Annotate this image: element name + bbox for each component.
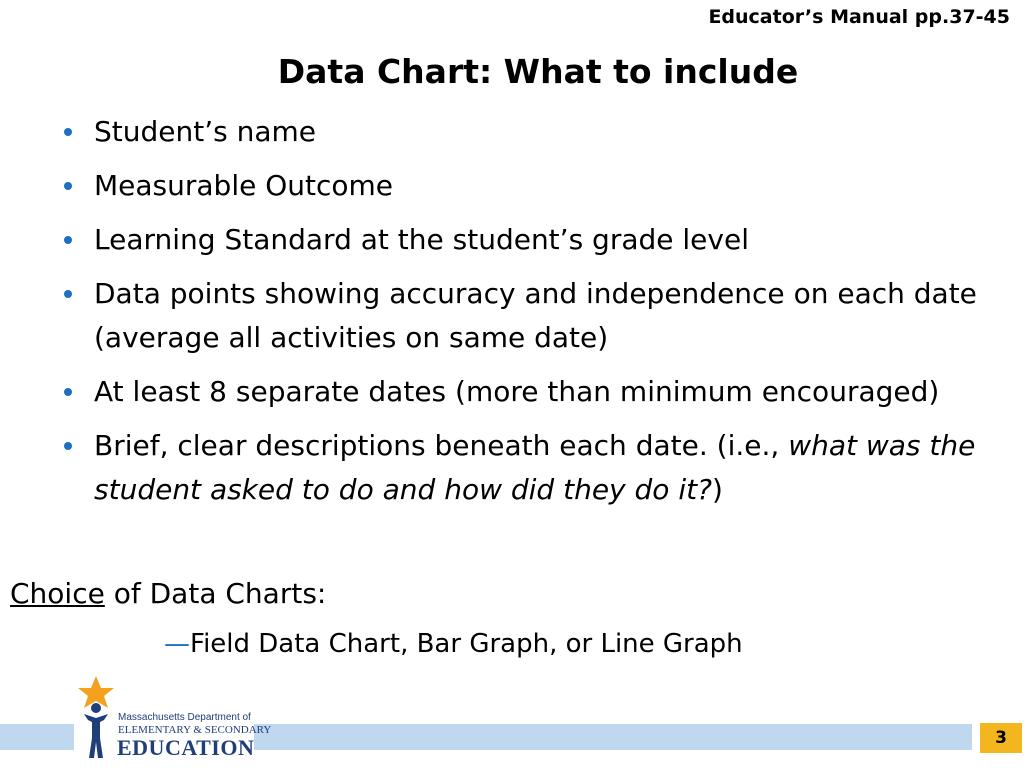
chart-options-text: Field Data Chart, Bar Graph, or Line Graph xyxy=(190,629,743,659)
bullet-list xyxy=(62,110,1012,522)
bullet-text: Learning Standard at the student’s grade level xyxy=(94,223,749,256)
bullet-item xyxy=(62,164,1012,208)
bullet-text: At least 8 separate dates (more than minimum encouraged) xyxy=(94,375,940,408)
footer-left-bar xyxy=(0,724,76,750)
bullet-dot-icon xyxy=(64,290,72,298)
logo-education-text: EDUCATION xyxy=(117,735,255,760)
bullet-item xyxy=(62,218,1012,262)
page-number: 3 xyxy=(980,723,1022,753)
bullet-dot-icon xyxy=(64,388,72,396)
footer-bar xyxy=(246,724,972,750)
logo-dept-text: Massachusetts Department of xyxy=(118,712,251,723)
dash-icon: — xyxy=(164,629,190,659)
bullet-suffix: ) xyxy=(711,473,723,506)
bullet-item xyxy=(62,370,1012,414)
bullet-text: Brief, clear descriptions beneath each date. (i.e., xyxy=(94,429,789,462)
bullet-item xyxy=(62,110,1012,154)
bullet-item xyxy=(62,424,1012,512)
bullet-dot-icon xyxy=(64,128,72,136)
dese-logo xyxy=(74,674,272,764)
bullet-text: Data points showing accuracy and independence on each date (average all activities on same date) xyxy=(94,277,977,354)
choice-underlined: Choice xyxy=(10,577,105,610)
bullet-dot-icon xyxy=(64,442,72,450)
slide-title: Data Chart: What to include xyxy=(277,52,799,91)
choice-heading xyxy=(10,574,326,614)
logo-elementary-text: ELEMENTARY & SECONDARY xyxy=(118,724,272,736)
bullet-item xyxy=(62,272,1012,360)
bullet-italic-text: what was the student asked to do and how did they do it? xyxy=(94,429,976,506)
bullet-dot-icon xyxy=(64,236,72,244)
bullet-text: Measurable Outcome xyxy=(94,169,394,202)
bullet-text: Student’s name xyxy=(94,115,317,148)
chart-options xyxy=(164,624,743,664)
bullet-dot-icon xyxy=(64,182,72,190)
choice-rest: of Data Charts: xyxy=(104,577,327,610)
star-person-icon xyxy=(74,674,118,764)
manual-reference: Educator’s Manual pp.37-45 xyxy=(708,6,1010,28)
